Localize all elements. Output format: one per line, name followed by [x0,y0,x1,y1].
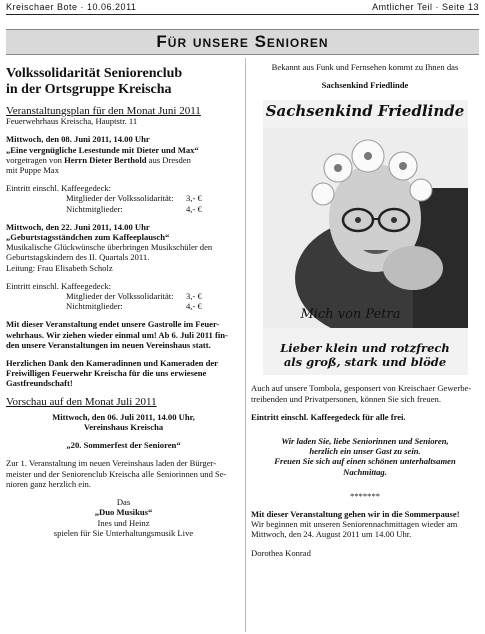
relocation-notice-2: wehrhaus. Wir ziehen wieder einmal um! Ab 6. Juli 2011 fin- [6,329,228,340]
page-header [6,2,479,14]
event2-desc-1: Musikalische Glückwünsche überbringen Musikschüler den [6,242,213,253]
right-column [251,62,479,558]
resume-2: Mittwoch, den 24. August 2011 um 14.00 Uhr. [251,529,412,540]
event2-lead: Leitung: Frau Elisabeth Scholz [6,262,113,273]
july-text-1: Zur 1. Veranstaltung im neuen Vereinshaus laden der Bürger- [6,458,217,469]
intro-text: Bekannt aus Funk und Fernsehen kommt zu Ihnen das [271,62,459,72]
event1-date: Mittwoch, den 08. Juni 2011, 14.00 Uhr [6,134,150,145]
price-row-nonmembers-2 [6,301,241,311]
free-entry: Eintritt einschl. Kaffeegedeck für alle frei. [251,411,406,422]
invitation-2: herzlich ein unser Gast zu sein. [309,446,421,457]
tombola-text-2: treibenden und Privatpersonen, können Sie sich freuen. [251,393,441,404]
thanks-3: Gastfreundschaft! [6,378,73,389]
price-row-nonmembers [6,204,241,214]
price-label: Nichtmitglieder: [66,301,123,312]
price-value: 3,- € [186,193,202,204]
duo-description: spielen für Sie Unterhaltungsmusik Live [53,527,194,538]
autograph: Mich von Petra [300,307,401,323]
column-divider [245,58,246,632]
event2-desc-2: Geburtstagskindern des II. Quartals 2011. [6,252,150,263]
price-value: 4,- € [186,203,202,214]
price-value: 4,- € [186,301,202,312]
plan-location: Feuerwehrhaus Kreischa, Hauptstr. 11 [6,116,138,127]
plan-heading: Veranstaltungsplan für den Monat Juni 2011 [6,105,201,117]
photo-title: Sachsenkind Friedlinde [265,102,465,121]
club-title [6,66,241,98]
header-publication: Kreischaer Bote · 10.06.2011 [6,2,137,12]
relocation-notice-3: den unsere Veranstaltungen im neuen Vereinshaus statt. [6,339,211,350]
price-label: Nichtmitglieder: [66,203,123,214]
july-text-2: meister und der Seniorenclub Kreischa alle Seniorinnen und Se- [6,468,227,479]
header-section: Amtlicher Teil · Seite 13 [372,2,479,12]
invitation-3: Freuen Sie sich auf einen schönen unterhaltsamen [274,456,456,467]
july-text-3: nioren ganz herzlich ein. [6,478,91,489]
club-title-line2: in der Ortsgruppe Kreischa [6,82,172,97]
tombola-text-1: Auch auf unsere Tombola, gesponsert von Kreischaer Gewerbe- [251,383,472,394]
thanks-1: Herzlichen Dank den Kameradinnen und Kameraden der [6,358,218,369]
price-row-members-2 [6,291,241,301]
event1-title: „Eine vergnügliche Lesestunde mit Dieter und Max“ [6,144,199,155]
event1-presenter-line2: mit Puppe Max [6,165,59,176]
club-title-line1: Volkssolidarität Seniorenclub [6,66,183,81]
july-place: Vereinshaus Kreischa [83,422,164,433]
relocation-notice-1: Mit dieser Veranstaltung endet unsere Gastrolle im Feuer- [6,319,220,330]
performer-photo [263,100,468,375]
price-label: Mitglieder der Volkssolidarität: [66,193,174,204]
preview-heading: Vorschau auf den Monat Juli 2011 [6,395,157,408]
thanks-2: Freiwilligen Feuerwehr Kreischa für die uns erwiesene [6,368,207,379]
event2-entry: Eintritt einschl. Kaffeegedeck: [6,280,112,291]
header-rule [6,14,479,15]
section-banner: Für unsere Senioren [6,29,479,55]
author: Dorothea Konrad [251,547,311,558]
invitation-1: Wir laden Sie, liebe Seniorinnen und Senioren, [281,436,449,447]
performer-name: Sachsenkind Friedlinde [321,80,409,91]
resume-1: Wir beginnen mit unseren Seniorennachmittagen wieder am [251,519,458,530]
july-title: „20. Sommerfest der Senioren“ [66,440,181,451]
slogan [263,341,468,369]
event1-presenter-suffix: aus Dresden [146,154,191,165]
price-label: Mitglieder der Volkssolidarität: [66,291,174,302]
event1-entry: Eintritt einschl. Kaffeegedeck: [6,183,112,194]
invitation-4: Nachmittag. [343,466,387,477]
das-label: Das [116,497,131,508]
duo-members: Ines und Heinz [97,517,150,528]
event2-title: „Geburtstagsständchen zum Kaffeeplausch“ [6,232,170,243]
summer-break: Mit dieser Veranstaltung gehen wir in die Sommerpause! [251,509,460,520]
left-column [6,62,241,538]
event1-presenter-prefix: vorgetragen von [6,154,65,165]
price-row-members [6,193,241,203]
event1-presenter-name: Herrn Dieter Berthold [64,154,147,165]
price-value: 3,- € [186,291,202,302]
slogan-line1: Lieber klein und rotzfrech [280,341,450,356]
separator-stars: ******* [349,490,381,501]
event2-date: Mittwoch, den 22. Juni 2011, 14.00 Uhr [6,221,150,232]
portrait-illustration [263,128,468,328]
duo-name: „Duo Musikus“ [94,507,153,518]
july-date: Mittwoch, den 06. Juli 2011, 14.00 Uhr, [52,411,195,422]
slogan-line2: als groß, stark und blöde [283,355,447,370]
event1-presenter [6,155,241,165]
